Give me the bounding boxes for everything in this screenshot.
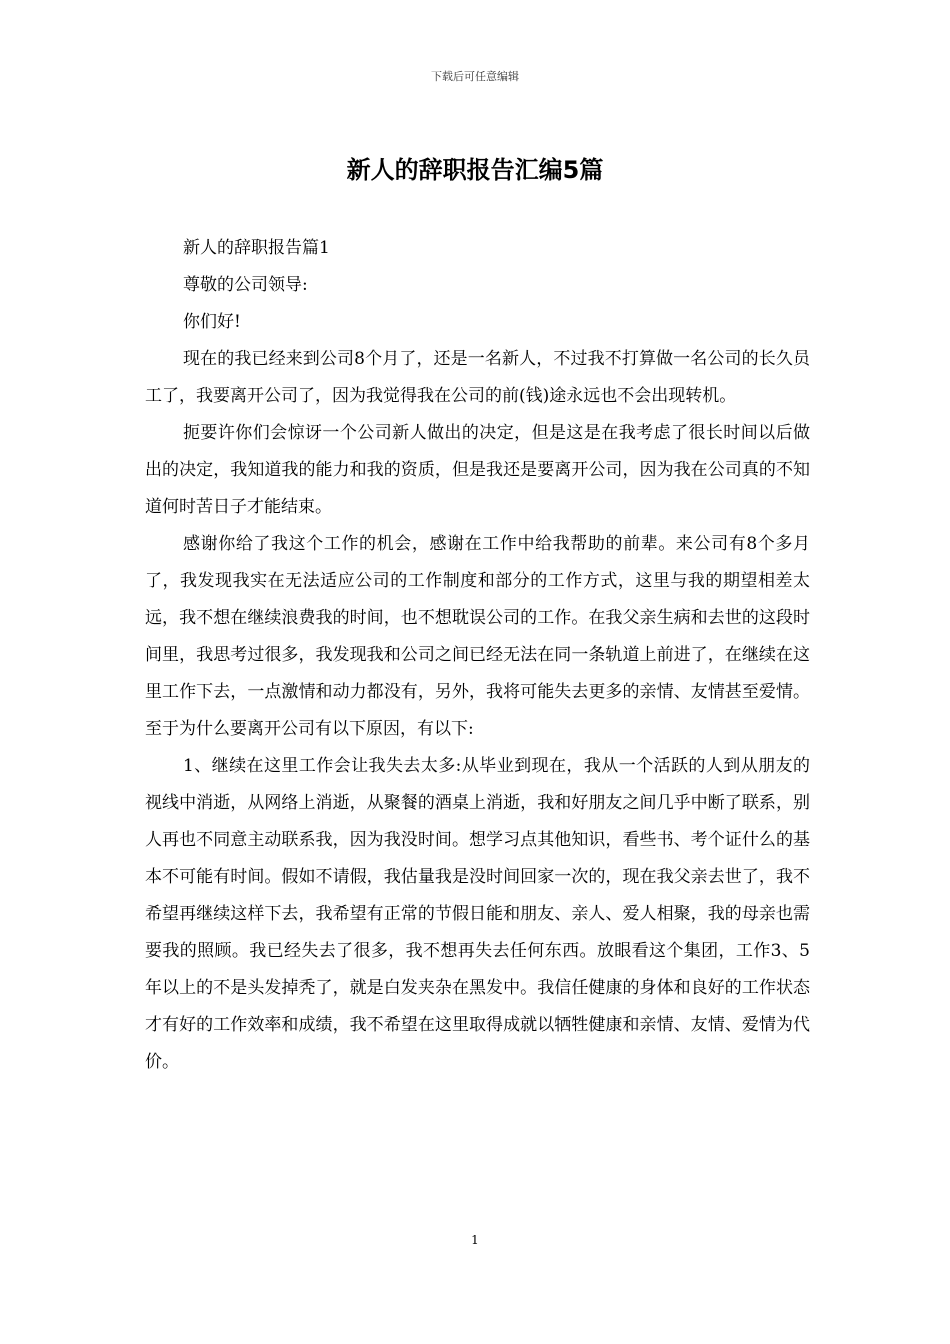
body-paragraph: 扼要许你们会惊讶一个公司新人做出的决定，但是这是在我考虑了很长时间以后做出的决定，我知道我的能力和我的资质，但是我还是要离开公司，因为我在公司真的不知道何时苦日子才能结束。: [145, 423, 810, 517]
section-heading: 新人的辞职报告篇1: [183, 238, 330, 258]
document-title: 新人的辞职报告汇编5篇: [346, 156, 604, 184]
body-paragraph: 感谢你给了我这个工作的机会，感谢在工作中给我帮助的前辈。来公司有8个多月了，我发现我实在无法适应公司的工作制度和部分的工作方式，这里与我的期望相差太远，我不想在继续浪费我的时间，也不想耽误公司的工作。在我父亲生病和去世的这段时间里，我思考过很多，我发现我和公司之间已经无法在同一条轨道上前进了，在继续在这里工作下去，一点激情和动力都没有，另外，我将可能失去更多的亲情、友情甚至爱情。至于为什么要离开公司有以下原因，有以下:: [145, 534, 810, 739]
greeting: 你们好!: [183, 312, 241, 332]
page-number: 1: [471, 1233, 479, 1247]
document-body: [145, 230, 810, 1081]
page-header-note: 下载后可任意编辑: [431, 70, 519, 83]
body-paragraph: 现在的我已经来到公司8个月了，还是一名新人，不过我不打算做一名公司的长久员工了，我要离开公司了，因为我觉得我在公司的前(钱)途永远也不会出现转机。: [145, 349, 810, 406]
body-paragraph: 1、继续在这里工作会让我失去太多:从毕业到现在，我从一个活跃的人到从朋友的视线中消逝，从网络上消逝，从聚餐的酒桌上消逝，我和好朋友之间几乎中断了联系，别人再也不同意主动联系我，因为我没时间。想学习点其他知识，看些书、考个证什么的基本不可能有时间。假如不请假，我估量我是没时间回家一次的，现在我父亲去世了，我不希望再继续这样下去，我希望有正常的节假日能和朋友、亲人、爱人相聚，我的母亲也需要我的照顾。我已经失去了很多，我不想再失去任何东西。放眼看这个集团，工作3、5年以上的不是头发掉秃了，就是白发夹杂在黑发中。我信任健康的身体和良好的工作状态才有好的工作效率和成绩，我不希望在这里取得成就以牺牲健康和亲情、友情、爱情为代价。: [145, 756, 810, 1072]
salutation: 尊敬的公司领导:: [183, 275, 308, 295]
